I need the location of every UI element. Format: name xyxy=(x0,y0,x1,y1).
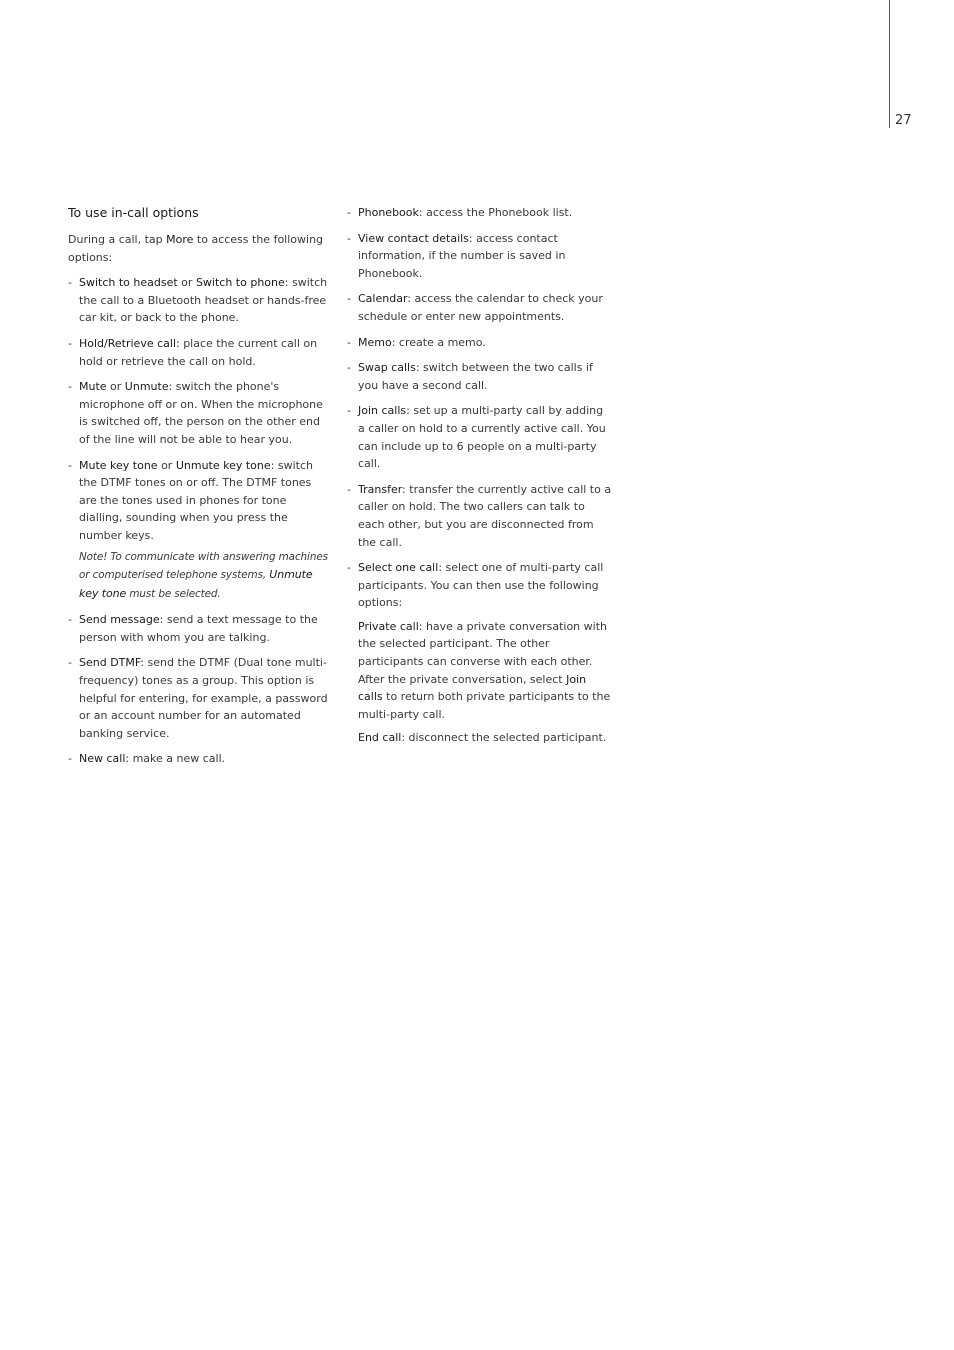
option-description: : transfer the currently active call to a caller on hold. The two callers can talk to each other, but you are disconnected from the call. xyxy=(358,482,612,549)
bullet-dash: - xyxy=(347,292,351,306)
right-column xyxy=(347,204,612,755)
sub-option-end-call xyxy=(358,729,612,747)
left-column xyxy=(68,204,332,776)
option-term-alt: Unmute key tone xyxy=(175,458,271,472)
note-text xyxy=(79,549,332,604)
option-phonebook xyxy=(347,204,612,222)
option-memo xyxy=(347,334,612,352)
note-term: Unmute key tone xyxy=(79,568,313,600)
option-description: : switch the phone's microphone off or on. When the microphone is switched off, the person on the other end of the line will not be able to hear you. xyxy=(79,380,323,446)
page-margin-rule xyxy=(889,0,890,128)
note-text-end: must be selected. xyxy=(126,587,221,600)
bullet-dash: - xyxy=(347,482,351,496)
option-joiner: or xyxy=(157,458,176,472)
option-view-contact xyxy=(347,230,612,283)
bullet-dash: - xyxy=(68,613,72,627)
option-description: : make a new call. xyxy=(125,752,226,766)
option-swap-calls xyxy=(347,359,612,394)
option-description: : send the DTMF (Dual tone multi-frequency) tones as a group. This option is helpful for entering, for example, a password or an account number for an automated banking service. xyxy=(79,656,328,740)
intro-term: More xyxy=(166,233,194,246)
option-term: View contact details xyxy=(358,231,469,245)
option-description: : set up a multi-party call by adding a caller on hold to a currently active call. You can include up to 6 people on a multi-party call. xyxy=(358,404,606,471)
option-mute-key-tone xyxy=(68,457,332,604)
option-description: : access the calendar to check your schedule or enter new appointments. xyxy=(358,292,603,323)
option-send-message xyxy=(68,611,332,646)
bullet-dash: - xyxy=(68,380,72,394)
bullet-dash: - xyxy=(347,231,351,245)
bullet-dash: - xyxy=(347,361,351,375)
option-term: Join calls xyxy=(358,404,407,418)
sub-option-private-call xyxy=(358,618,612,724)
option-description: : create a memo. xyxy=(391,335,486,349)
option-select-one-call xyxy=(347,559,612,747)
option-term: New call xyxy=(79,752,126,766)
sub-option-term-alt: Join calls xyxy=(358,672,587,704)
option-term: Transfer xyxy=(358,482,403,496)
option-term: Mute key tone xyxy=(79,458,158,472)
option-term-alt: Unmute xyxy=(124,380,169,394)
option-term: Send message xyxy=(79,613,160,627)
bullet-dash: - xyxy=(68,656,72,670)
sub-option-term: End call xyxy=(358,731,402,745)
bullet-dash: - xyxy=(68,336,72,350)
option-description: : access the Phonebook list. xyxy=(418,206,573,219)
option-description: : place the current call on hold or retrieve the call on hold. xyxy=(79,336,318,368)
intro-text-end: to access the following options: xyxy=(68,233,324,264)
option-description: : switch between the two calls if you have a second call. xyxy=(358,361,593,392)
intro-text: During a call, tap xyxy=(68,233,167,246)
option-joiner: or xyxy=(177,276,196,290)
option-term: Hold/Retrieve call xyxy=(79,336,176,350)
bullet-dash: - xyxy=(347,561,351,575)
intro-paragraph xyxy=(68,231,332,266)
option-description: : access contact information, if the number is saved in Phonebook. xyxy=(358,231,566,280)
option-term: Send DTMF xyxy=(79,656,141,670)
bullet-dash: - xyxy=(68,458,72,472)
option-description: : switch the DTMF tones on or off. The DTMF tones are the tones used in phones for tone dialling, sounding when you press the number keys. xyxy=(79,458,313,542)
bullet-dash: - xyxy=(347,404,351,418)
section-title: To use in-call options xyxy=(68,205,199,220)
option-term: Switch to headset xyxy=(79,276,178,290)
option-mute xyxy=(68,378,332,448)
bullet-dash: - xyxy=(68,752,72,766)
sub-option-description: : have a private conversation with the selected participant. The other participants can converse with each other. After the private conversation, select xyxy=(358,619,607,686)
bullet-dash: - xyxy=(68,276,72,290)
sub-option-term: Private call xyxy=(358,619,419,633)
page-number: 27 xyxy=(895,113,912,128)
option-term: Swap calls xyxy=(358,361,416,375)
option-joiner: or xyxy=(106,380,125,394)
option-term: Mute xyxy=(79,380,107,394)
sub-option-description-end: to return both private participants to the multi-party call. xyxy=(358,690,611,721)
option-calendar xyxy=(347,290,612,325)
sub-option-description: : disconnect the selected participant. xyxy=(401,731,607,745)
option-join-calls xyxy=(347,402,612,472)
option-description: : send a text message to the person with whom you are talking. xyxy=(79,613,318,644)
option-term: Memo xyxy=(358,335,392,349)
option-transfer xyxy=(347,481,612,551)
option-term-alt: Switch to phone xyxy=(195,276,285,290)
option-hold-retrieve xyxy=(68,335,332,370)
option-description: : select one of multi-party call participants. You can then use the following options: xyxy=(358,561,604,610)
option-description: : switch the call to a Bluetooth headset or hands-free car kit, or back to the phone. xyxy=(79,276,328,325)
option-new-call xyxy=(68,750,332,768)
bullet-dash: - xyxy=(347,206,351,219)
option-send-dtmf xyxy=(68,654,332,742)
bullet-dash: - xyxy=(347,335,351,349)
note-text-start: Note! To communicate with answering machines or computerised telephone systems, xyxy=(79,550,328,582)
option-term: Phonebook xyxy=(358,206,419,219)
option-term: Select one call xyxy=(358,561,439,575)
option-term: Calendar xyxy=(358,292,408,306)
option-switch-headset xyxy=(68,274,332,327)
